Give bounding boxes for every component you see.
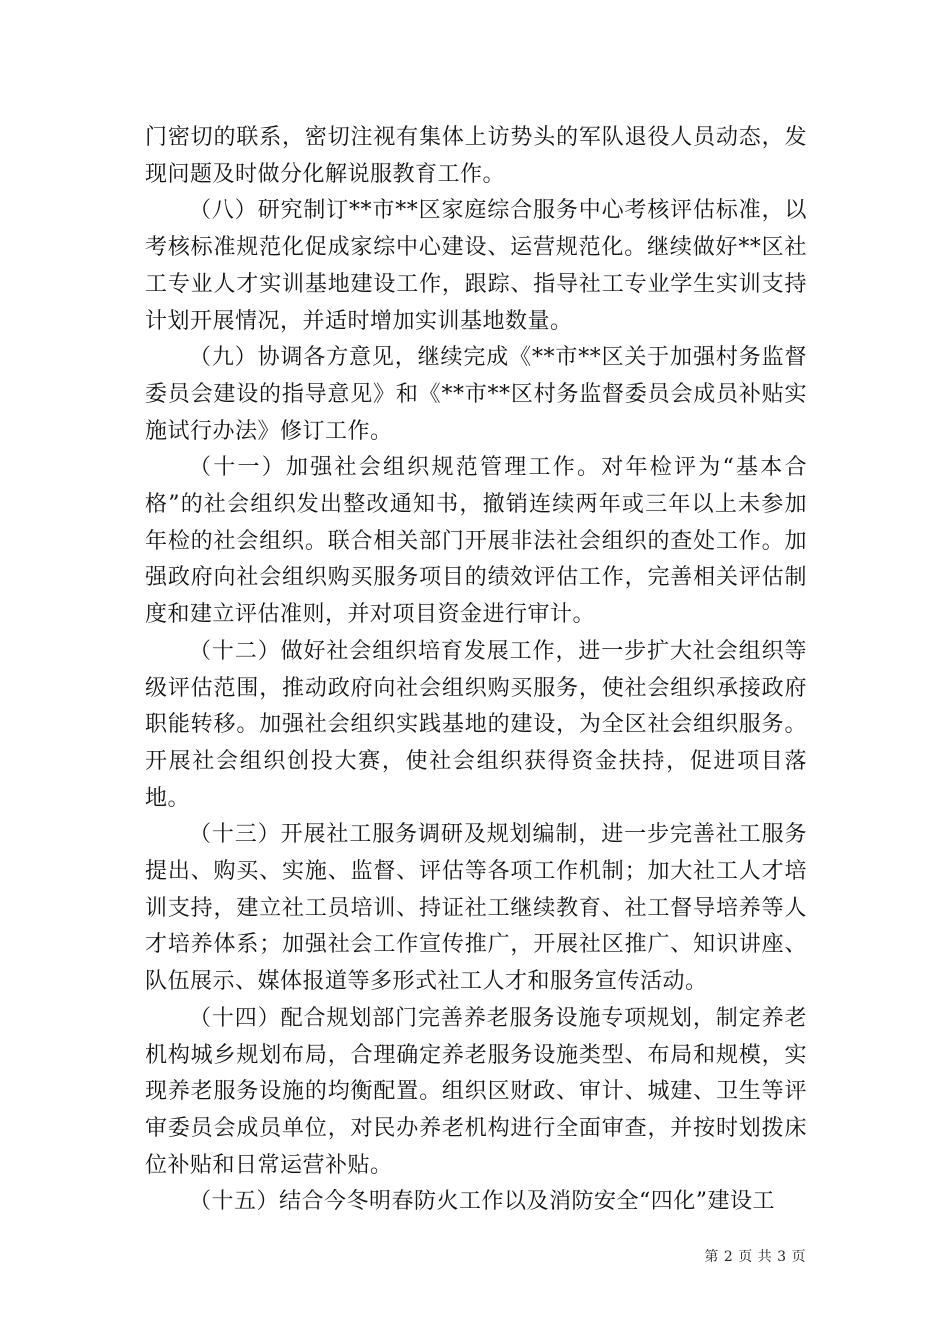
paragraph-item-14: （十四）配合规划部门完善养老服务设施专项规划，制定养老机构城乡规划布局，合理确定养老服务设施类型、布局和规模，实现养老服务设施的均衡配置。组织区财政、审计、城建、卫生等评审委员会成员单位，对民办养老机构进行全面审查，并按时划拨床位补贴和日常运营补贴。: [145, 1005, 807, 1178]
paragraph-item-12: （十二）做好社会组织培育发展工作，进一步扩大社会组织等级评估范围，推动政府向社会组织购买服务，使社会组织承接政府职能转移。加强社会组织实践基地的建设，为全区社会组织服务。开展社会组织创投大赛，使社会组织获得资金扶持，促进项目落地。: [145, 638, 807, 811]
document-body: [145, 120, 807, 1221]
paragraph-item-11: （十一）加强社会组织规范管理工作。对年检评为“基本合格”的社会组织发出整改通知书，撤销连续两年或三年以上未参加年检的社会组织。联合相关部门开展非法社会组织的查处工作。加强政府向社会组织购买服务项目的绩效评估工作，完善相关评估制度和建立评估准则，并对项目资金进行审计。: [145, 455, 807, 628]
paragraph-item-8: （八）研究制订**市**区家庭综合服务中心考核评估标准，以考核标准规范化促成家综中心建设、运营规范化。继续做好**区社工专业人才实训基地建设工作，跟踪、指导社工专业学生实训支持计划开展情况，并适时增加实训基地数量。: [145, 198, 807, 334]
paragraph-continuation: 门密切的联系，密切注视有集体上访势头的军队退役人员动态，发现问题及时做分化解说服教育工作。: [145, 125, 807, 187]
page-number: 第 2 页 共 3 页: [704, 1249, 806, 1265]
paragraph-item-15: （十五）结合今冬明春防火工作以及消防安全“四化”建设工: [189, 1189, 775, 1215]
paragraph-item-13: （十三）开展社工服务调研及规划编制，进一步完善社工服务提出、购买、实施、监督、评估等各项工作机制；加大社工人才培训支持，建立社工员培训、持证社工继续教育、社工督导培养等人才培养体系；加强社会工作宣传推广，开展社区推广、知识讲座、队伍展示、媒体报道等多形式社工人才和服务宣传活动。: [145, 822, 807, 995]
paragraph-item-9: （九）协调各方意见，继续完成《**市**区关于加强村务监督委员会建设的指导意见》和《**市**区村务监督委员会成员补贴实施试行办法》修订工作。: [145, 345, 807, 444]
